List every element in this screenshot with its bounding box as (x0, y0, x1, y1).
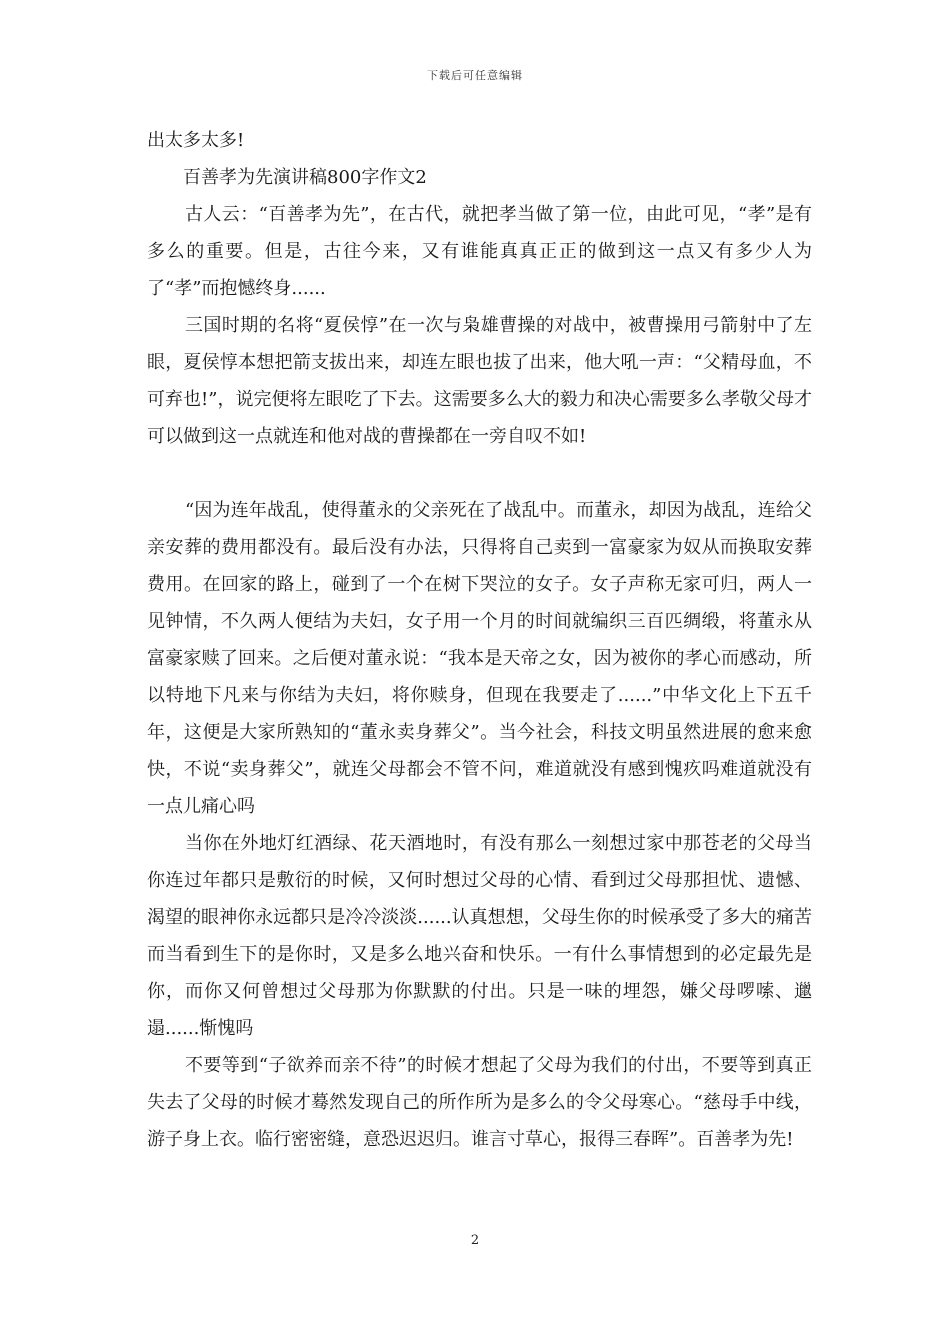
page-number: 2 (470, 1233, 480, 1248)
paragraph-dong-yong: “因为连年战乱，使得董永的父亲死在了战乱中。而董永，却因为战乱，连给父亲安葬的费用都没有。最后没有办法，只得将自己卖到一富豪家为奴从而换取安葬费用。在回家的路上，碰到了一个在树下哭泣的女子。女子声称无家可归，两人一见钟情，不久两人便结为夫妇，女子用一个月的时间就编织三百匹绸缎，将董永从富豪家赎了回来。之后便对董永说：“我本是天帝之女，因为被你的孝心而感动，所以特地下凡来与你结为夫妇，将你赎身，但现在我要走了......”中华文化上下五千年，这便是大家所熟知的“董永卖身葬父”。当今社会，科技文明虽然进展的愈来愈快，不说“卖身葬父”，就连父母都会不管不问，难道就没有感到愧疚吗难道就没有一点儿痛心吗 (147, 500, 812, 817)
continuation-paragraph: 出太多太多! (147, 130, 245, 151)
page-header: 下载后可任意编辑 (427, 69, 523, 82)
paragraph-xiahou-dun: 三国时期的名将“夏侯惇”在一次与枭雄曹操的对战中，被曹操用弓箭射中了左眼，夏侯惇本想把箭支拔出来，却连左眼也拔了出来，他大吼一声：“父精母血，不可弃也!”，说完便将左眼吃了下去。这需要多么大的毅力和决心需要多么孝敬父母才可以做到这一点就连和他对战的曹操都在一旁自叹不如! (147, 315, 812, 447)
paragraph-conclusion: 不要等到“子欲养而亲不待”的时候才想起了父母为我们的付出，不要等到真正失去了父母的时候才蓦然发现自己的所作所为是多么的令父母寒心。“慈母手中线，游子身上衣。临行密密缝，意恐迟迟归。谁言寸草心，报得三春晖”。百善孝为先! (147, 1055, 812, 1150)
document-body (147, 122, 812, 1158)
paragraph-intro: 古人云：“百善孝为先”，在古代，就把孝当做了第一位，由此可见，“孝”是有多么的重要。但是，古往今来，又有谁能真真正正的做到这一点又有多少人为了“孝”而抱憾终身...... (147, 204, 812, 299)
paragraph-reflection: 当你在外地灯红酒绿、花天酒地时，有没有那么一刻想过家中那苍老的父母当你连过年都只是敷衍的时候，又何时想过父母的心情、看到过父母那担忧、遗憾、渴望的眼神你永远都只是冷冷淡淡......认真想想，父母生你的时候承受了多大的痛苦而当看到生下的是你时，又是多么地兴奋和快乐。一有什么事情想到的必定最先是你，而你又何曾想过父母那为你默默的付出。只是一味的埋怨，嫌父母啰嗦、邋遢......惭愧吗 (147, 833, 812, 1039)
essay-title: 百善孝为先演讲稿800字作文2 (183, 167, 427, 188)
